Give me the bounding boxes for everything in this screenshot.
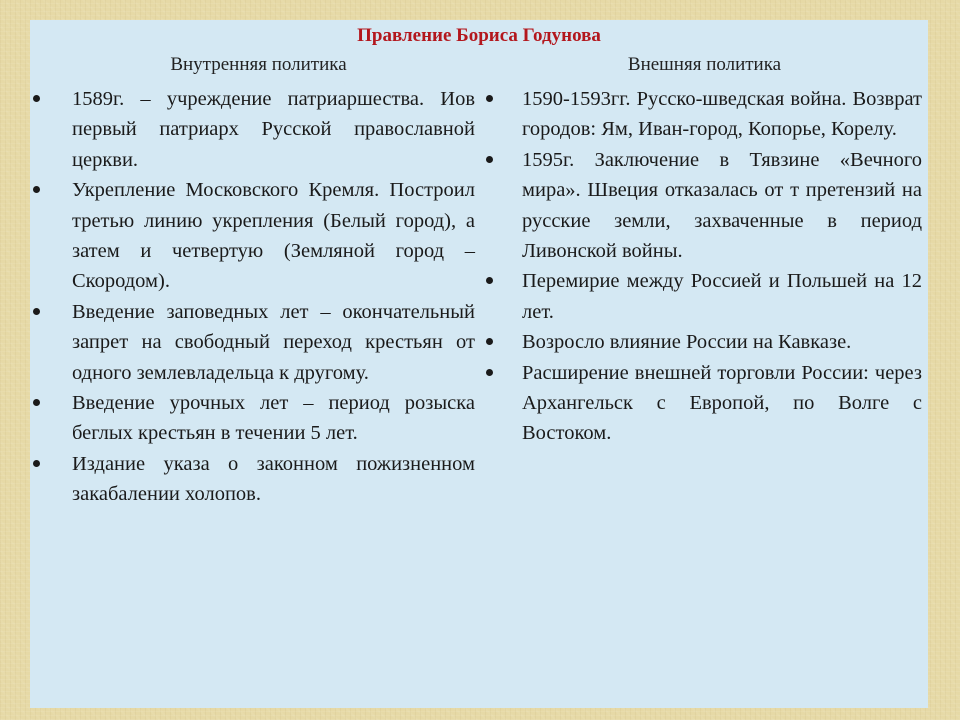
external-policy-item bbox=[481, 327, 928, 357]
internal-policy-item-text: 1589г. – учреждение патриаршества. Иов первый патриарх Русской православной церкви. bbox=[72, 88, 475, 171]
internal-policy-item-text: Введение урочных лет – период розыска беглых крестьян в течении 5 лет. bbox=[72, 392, 475, 445]
bullet-icon bbox=[33, 460, 40, 467]
bullet-icon bbox=[33, 308, 40, 315]
internal-policy-list bbox=[30, 84, 479, 510]
bullet-icon bbox=[486, 369, 493, 376]
internal-policy-item bbox=[30, 175, 479, 297]
external-policy-item bbox=[481, 266, 928, 327]
internal-policy-item bbox=[30, 388, 479, 449]
external-policy-list bbox=[481, 84, 928, 449]
internal-policy-header: Внутренняя политика bbox=[170, 54, 347, 75]
bullet-icon bbox=[486, 156, 493, 163]
external-policy-item bbox=[481, 145, 928, 267]
internal-policy-item bbox=[30, 84, 479, 175]
bullet-icon bbox=[486, 277, 493, 284]
external-policy-item-text: Возросло влияние России на Кавказе. bbox=[522, 331, 852, 354]
internal-policy-item bbox=[30, 449, 479, 510]
external-policy-item-text: Расширение внешней торговли России: через Архангельск с Европой, по Волге с Востоком. bbox=[522, 361, 922, 445]
bullet-icon bbox=[33, 399, 40, 406]
bullet-icon bbox=[33, 95, 40, 102]
bullet-icon bbox=[486, 338, 493, 345]
bullet-icon bbox=[486, 95, 493, 102]
internal-policy-column bbox=[30, 52, 479, 510]
table-title: Правление Бориса Годунова bbox=[357, 25, 601, 46]
external-policy-item bbox=[481, 358, 928, 449]
external-policy-item-text: 1595г. Заключение в Тявзине «Вечного мира». Швеция отказалась от т претензий на русские земли, захваченные в период Ливонской войны. bbox=[522, 148, 922, 263]
internal-policy-item bbox=[30, 297, 479, 388]
external-policy-item bbox=[481, 84, 928, 145]
external-policy-column bbox=[481, 52, 928, 449]
internal-policy-item-text: Укрепление Московского Кремля. Построил третью линию укрепления (Белый город), а затем и четвертую (Земляной город – Скородом). bbox=[72, 179, 475, 293]
external-policy-header: Внешняя политика bbox=[627, 54, 782, 75]
internal-policy-item-text: Издание указа о законном пожизненном закабалении холопов. bbox=[72, 452, 475, 506]
internal-policy-item-text: Введение заповедных лет – окончательный запрет на свободный переход крестьян от одного землевладельца к другому. bbox=[72, 300, 475, 384]
external-policy-item-text: 1590-1593гг. Русско-шведская война. Возврат городов: Ям, Иван-город, Копорье, Корелу. bbox=[522, 88, 922, 141]
external-policy-item-text: Перемирие между Россией и Польшей на 12 лет. bbox=[522, 270, 922, 323]
policy-table bbox=[30, 20, 928, 708]
bullet-icon bbox=[33, 186, 40, 193]
